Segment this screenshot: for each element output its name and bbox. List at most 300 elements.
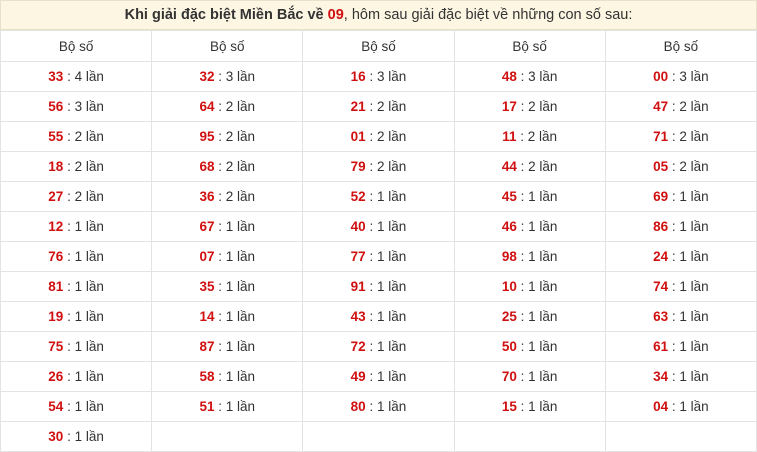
cell-unit: lần [686,69,709,84]
cell-unit: lần [233,369,256,384]
cell-number: 46 [501,219,517,234]
table-row [1,332,757,362]
cell-count: 1 [74,219,83,234]
cell-separator: : [668,309,680,324]
cell-number: 48 [501,69,517,84]
cell-separator: : [365,159,377,174]
table-cell [1,332,152,362]
table-cell [605,272,756,302]
cell-count: 1 [225,339,234,354]
cell-separator: : [516,309,529,324]
table-cell [1,212,152,242]
cell-count: 2 [376,129,385,144]
cell-count: 2 [679,129,687,144]
table-header [1,31,757,62]
cell-unit: lần [82,189,104,204]
table-cell [152,332,303,362]
cell-separator: : [214,309,226,324]
cell-unit: lần [384,189,407,204]
table-row [1,182,757,212]
cell-number: 32 [199,69,215,84]
table-cell [605,242,756,272]
table-row [1,122,757,152]
cell-count: 1 [376,189,385,204]
cell-count: 1 [225,249,234,264]
table-cell [1,272,152,302]
cell-count: 2 [74,159,83,174]
cell-separator: : [63,159,75,174]
cell-number: 11 [502,129,517,144]
cell-separator: : [516,129,528,144]
cell-number: 71 [653,129,669,144]
cell-unit: lần [233,189,256,204]
cell-separator: : [516,279,529,294]
table-cell [303,92,454,122]
cell-count: 1 [528,219,536,234]
cell-number: 86 [653,219,669,234]
cell-separator: : [516,189,529,204]
cell-number: 51 [199,399,215,414]
cell-number: 00 [653,69,669,84]
cell-number: 52 [350,189,366,204]
cell-separator: : [516,99,529,114]
cell-count: 2 [225,189,234,204]
table-cell [454,332,605,362]
cell-number: 04 [653,399,669,414]
frequency-table [0,30,757,452]
cell-number: 34 [653,369,669,384]
table-row [1,212,757,242]
cell-separator: : [668,99,680,114]
table-cell-empty [605,422,756,452]
table-cell [454,242,605,272]
cell-number: 75 [48,339,64,354]
cell-number: 63 [653,309,669,324]
table-cell [1,152,152,182]
cell-unit: lần [384,279,407,294]
table-row [1,242,757,272]
table-cell [152,152,303,182]
cell-unit: lần [82,129,104,144]
cell-separator: : [63,69,75,84]
column-header-1: Bộ số [1,31,152,62]
cell-number: 67 [199,219,215,234]
cell-unit: lần [82,309,104,324]
cell-unit: lần [535,279,558,294]
table-row [1,272,757,302]
table-cell [152,302,303,332]
table-cell [1,182,152,212]
cell-number: 07 [199,249,215,264]
cell-unit: lần [535,399,558,414]
cell-number: 17 [501,99,517,114]
table-cell [303,122,454,152]
cell-count: 2 [679,159,687,174]
table-row [1,152,757,182]
cell-count: 1 [376,219,385,234]
cell-separator: : [365,399,377,414]
cell-count: 1 [376,369,385,384]
cell-unit: lần [82,339,104,354]
cell-separator: : [214,339,226,354]
cell-unit: lần [384,159,407,174]
cell-separator: : [668,189,680,204]
headline-suffix: , hôm sau giải đặc biệt về những con số sau: [343,7,633,23]
cell-unit: lần [535,369,558,384]
cell-number: 21 [350,99,366,114]
cell-number: 55 [48,129,64,144]
cell-separator: : [668,69,680,84]
cell-number: 47 [653,99,669,114]
table-cell [303,302,454,332]
cell-separator: : [365,279,377,294]
cell-separator: : [214,369,226,384]
table-cell [152,242,303,272]
table-cell [454,152,605,182]
cell-separator: : [214,69,226,84]
table-cell [454,62,605,92]
cell-count: 2 [528,99,536,114]
cell-separator: : [63,369,75,384]
table-cell [1,422,152,452]
table-cell-empty [152,422,303,452]
cell-count: 1 [679,219,687,234]
cell-number: 95 [199,129,215,144]
cell-count: 4 [74,69,83,84]
headline-number: 09 [327,7,344,23]
cell-unit: lần [82,279,104,294]
cell-count: 1 [225,279,234,294]
table-cell [152,62,303,92]
cell-separator: : [668,279,680,294]
cell-number: 70 [501,369,517,384]
cell-number: 24 [653,249,669,264]
cell-number: 25 [501,309,517,324]
cell-count: 1 [376,309,385,324]
cell-unit: lần [233,129,256,144]
cell-number: 43 [350,309,366,324]
cell-unit: lần [535,339,558,354]
cell-separator: : [668,399,680,414]
cell-number: 10 [501,279,517,294]
cell-number: 79 [350,159,366,174]
table-cell [1,62,152,92]
cell-separator: : [63,279,75,294]
table-cell [1,92,152,122]
table-cell [605,122,756,152]
cell-unit: lần [535,189,558,204]
cell-separator: : [668,249,680,264]
table-cell [605,92,756,122]
cell-number: 87 [199,339,215,354]
cell-number: 76 [48,249,64,264]
cell-count: 1 [528,249,536,264]
cell-count: 2 [528,159,536,174]
cell-number: 19 [48,309,64,324]
cell-unit: lần [686,99,709,114]
cell-separator: : [516,339,529,354]
cell-unit: lần [686,369,709,384]
table-cell [605,152,756,182]
cell-count: 2 [225,129,234,144]
cell-separator: : [668,339,680,354]
cell-unit: lần [82,69,104,84]
table-cell [605,212,756,242]
cell-number: 35 [199,279,215,294]
table-cell [152,272,303,302]
cell-separator: : [63,309,75,324]
cell-unit: lần [384,69,407,84]
column-header-4: Bộ số [454,31,605,62]
cell-count: 1 [74,279,83,294]
table-cell [303,212,454,242]
table-cell [605,62,756,92]
headline-prefix: Khi giải đặc biệt Miền Bắc về [124,7,324,23]
cell-unit: lần [535,99,558,114]
cell-separator: : [214,99,226,114]
cell-unit: lần [535,309,558,324]
cell-separator: : [63,399,75,414]
cell-unit: lần [686,339,709,354]
cell-count: 1 [225,309,234,324]
cell-number: 27 [48,189,64,204]
cell-unit: lần [686,129,709,144]
cell-number: 91 [350,279,366,294]
cell-separator: : [516,369,529,384]
table-cell [152,362,303,392]
cell-count: 2 [225,99,234,114]
cell-separator: : [63,249,75,264]
cell-unit: lần [686,249,709,264]
cell-count: 1 [376,279,385,294]
cell-unit: lần [535,219,558,234]
cell-count: 3 [679,69,687,84]
cell-unit: lần [384,369,407,384]
cell-count: 2 [225,159,234,174]
cell-unit: lần [82,219,104,234]
cell-count: 3 [376,69,385,84]
table-cell [454,302,605,332]
table-cell [303,242,454,272]
cell-separator: : [668,369,680,384]
table-cell [152,92,303,122]
cell-unit: lần [535,159,558,174]
cell-number: 61 [653,339,669,354]
table-row [1,92,757,122]
cell-count: 1 [528,399,536,414]
cell-unit: lần [384,249,407,264]
table-cell [605,332,756,362]
cell-number: 15 [501,399,517,414]
cell-number: 14 [199,309,215,324]
cell-number: 26 [48,369,64,384]
cell-separator: : [214,399,226,414]
cell-unit: lần [535,69,558,84]
cell-unit: lần [82,399,104,414]
cell-number: 50 [501,339,517,354]
cell-number: 12 [48,219,64,234]
cell-unit: lần [233,279,256,294]
table-row [1,362,757,392]
cell-separator: : [516,399,529,414]
cell-unit: lần [233,99,256,114]
table-cell-empty [454,422,605,452]
cell-unit: lần [233,219,256,234]
cell-unit: lần [82,159,104,174]
cell-separator: : [63,429,75,444]
cell-count: 1 [74,429,83,444]
cell-unit: lần [82,429,104,444]
cell-separator: : [214,129,226,144]
table-row [1,302,757,332]
cell-count: 1 [679,279,687,294]
cell-unit: lần [535,249,558,264]
table-cell [1,242,152,272]
cell-separator: : [365,309,377,324]
table-cell [454,212,605,242]
cell-separator: : [668,159,680,174]
table-cell [454,182,605,212]
cell-separator: : [365,219,377,234]
cell-count: 1 [225,369,234,384]
cell-number: 56 [48,99,64,114]
cell-separator: : [63,189,75,204]
cell-number: 74 [653,279,669,294]
cell-unit: lần [686,159,709,174]
cell-unit: lần [535,129,558,144]
table-cell [303,362,454,392]
cell-number: 58 [199,369,215,384]
cell-unit: lần [686,309,709,324]
cell-separator: : [668,129,680,144]
table-cell [303,392,454,422]
cell-count: 2 [376,99,385,114]
cell-number: 01 [350,129,366,144]
cell-unit: lần [384,99,407,114]
cell-unit: lần [82,249,104,264]
table-cell [303,272,454,302]
cell-count: 1 [74,369,83,384]
cell-count: 1 [528,369,536,384]
cell-count: 1 [376,399,385,414]
table-cell [605,182,756,212]
table-cell [454,362,605,392]
cell-separator: : [365,189,377,204]
cell-number: 16 [350,69,366,84]
cell-number: 33 [48,69,64,84]
cell-separator: : [365,369,377,384]
cell-number: 36 [199,189,215,204]
cell-number: 18 [48,159,64,174]
table-cell [303,62,454,92]
cell-unit: lần [233,399,256,414]
cell-separator: : [516,69,529,84]
cell-unit: lần [233,159,256,174]
cell-unit: lần [233,309,256,324]
cell-unit: lần [82,99,104,114]
cell-number: 69 [653,189,669,204]
table-cell [303,182,454,212]
cell-unit: lần [384,339,407,354]
cell-unit: lần [233,249,256,264]
cell-number: 49 [350,369,366,384]
table-row [1,392,757,422]
table-cell [454,122,605,152]
cell-separator: : [214,189,226,204]
cell-separator: : [214,159,226,174]
cell-unit: lần [233,339,256,354]
cell-count: 1 [679,249,687,264]
cell-count: 1 [225,219,234,234]
cell-separator: : [63,129,75,144]
table-cell [605,392,756,422]
cell-count: 1 [528,339,536,354]
column-header-3: Bộ số [303,31,454,62]
cell-unit: lần [384,129,407,144]
cell-separator: : [63,99,75,114]
column-header-5: Bộ số [605,31,756,62]
cell-count: 1 [679,399,687,414]
cell-separator: : [365,99,377,114]
cell-count: 1 [679,339,687,354]
cell-separator: : [516,219,529,234]
cell-unit: lần [686,399,709,414]
table-body [1,62,757,452]
table-row [1,62,757,92]
cell-unit: lần [686,279,709,294]
cell-count: 1 [679,189,687,204]
cell-count: 1 [679,369,687,384]
column-header-2: Bộ số [152,31,303,62]
table-cell-empty [303,422,454,452]
table-row [1,422,757,452]
cell-count: 1 [74,249,83,264]
table-cell [152,392,303,422]
cell-number: 72 [350,339,366,354]
cell-unit: lần [686,189,709,204]
cell-number: 81 [48,279,64,294]
table-cell [303,152,454,182]
cell-unit: lần [82,369,104,384]
cell-count: 1 [679,309,687,324]
table-cell [152,122,303,152]
cell-separator: : [668,219,680,234]
cell-number: 45 [501,189,517,204]
cell-unit: lần [686,219,709,234]
cell-count: 3 [528,69,536,84]
cell-separator: : [63,339,75,354]
cell-number: 44 [501,159,517,174]
table-cell [1,392,152,422]
cell-count: 3 [225,69,234,84]
table-cell [1,122,152,152]
cell-count: 1 [528,309,536,324]
cell-unit: lần [384,219,407,234]
table-cell [303,332,454,362]
cell-unit: lần [233,69,256,84]
cell-count: 2 [679,99,687,114]
table-cell [454,272,605,302]
cell-number: 68 [199,159,215,174]
cell-number: 98 [501,249,517,264]
cell-count: 1 [376,249,385,264]
table-cell [152,212,303,242]
cell-separator: : [365,249,377,264]
table-cell [1,302,152,332]
table-cell [454,392,605,422]
cell-unit: lần [384,309,407,324]
cell-count: 2 [74,189,83,204]
